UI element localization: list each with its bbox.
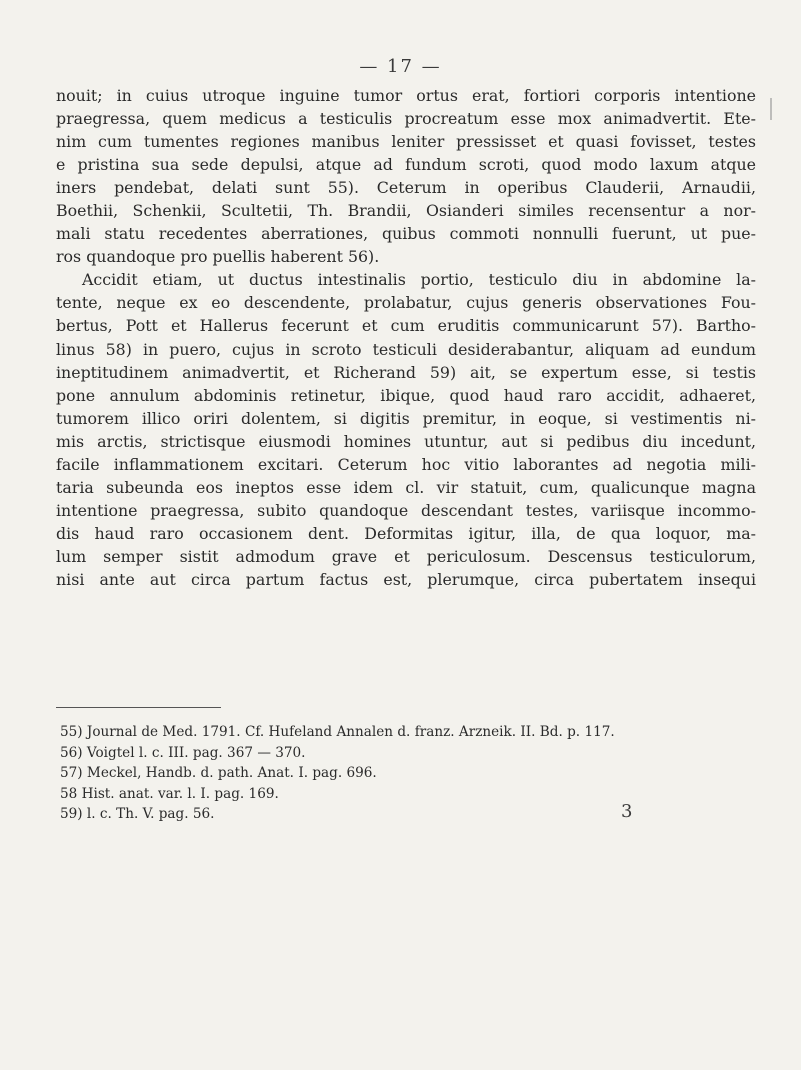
text-line: ineptitudinem animadvertit, et Richerand 59) ait, se expertum esse, si testis [56,362,756,382]
text-line: mali statu recedentes aberrationes, quibus commoti nonnulli fuerunt, ut pue- [56,224,756,244]
footnote: 58 Hist. anat. var. l. I. pag. 169. [60,785,279,802]
footnote: 59) l. c. Th. V. pag. 56. [60,806,215,822]
text-line: dis haud raro occasionem dent. Deformitas igitur, illa, de qua loquor, ma- [56,523,756,543]
text-line: ros quandoque pro puellis haberent 56). [56,247,380,267]
text-line: linus 58) in puero, cujus in scroto testiculi desiderabantur, aliquam ad eundum [56,339,756,359]
text-line: tente, neque ex eo descendente, prolabatur, cujus generis observationes Fou- [56,293,756,313]
footnote: 55) Journal de Med. 1791. Cf. Hufeland Annalen d. franz. Arzneik. II. Bd. p. 117. [60,724,615,740]
text-line: tumorem illico oriri dolentem, si digitis premitur, in eoque, si vestimentis ni- [56,408,756,428]
text-line: Accidit etiam, ut ductus intestinalis portio, testiculo diu in abdomine la- [82,270,756,290]
footnote: 57) Meckel, Handb. d. path. Anat. I. pag. 696. [60,765,377,781]
body-text [56,84,756,591]
text-line: e pristina sua sede depulsi, atque ad fundum scroti, quod modo laxum atque [56,155,756,175]
text-line: mis arctis, strictisque eiusmodi homines utuntur, aut si pedibus diu incedunt, [56,431,756,451]
text-line: bertus, Pott et Hallerus fecerunt et cum eruditis communicarunt 57). Bartho- [56,316,756,336]
text-line: iners pendebat, delati sunt 55). Ceterum in operibus Clauderii, Arnaudii, [56,178,756,198]
footnote: 56) Voigtel l. c. III. pag. 367 — 370. [60,744,306,761]
text-line: praegressa, quem medicus a testiculis procreatum esse mox animadvertit. Ete- [56,109,756,129]
text-line: nisi ante aut circa partum factus est, plerumque, circa pubertatem insequi [56,569,756,589]
text-line: nouit; in cuius utroque inguine tumor ortus erat, fortiori corporis intentione [56,86,756,105]
text-line: pone annulum abdominis retinetur, ibique, quod haud raro accidit, adhaeret, [56,385,756,405]
text-line: intentione praegressa, subito quandoque descendant testes, variisque incommo- [56,500,756,520]
text-line: nim cum tumentes regiones manibus leniter pressisset et quasi fovisset, testes [56,132,756,152]
text-line: Boethii, Schenkii, Scultetii, Th. Brandii, Osianderi similes recensentur a nor- [56,201,756,221]
signature-mark: 3 [621,801,633,822]
text-line: taria subeunda eos ineptos esse idem cl. vir statuit, cum, qualicunque magna [56,477,756,497]
footnotes [60,722,740,825]
margin-mark [770,98,772,120]
footnote-divider [56,707,221,708]
page-number-header: — 17 — [359,56,442,77]
text-line: lum semper sistit admodum grave et periculosum. Descensus testiculorum, [56,546,756,566]
text-line: facile inflammationem excitari. Ceterum hoc vitio laborantes ad negotia mili- [56,454,756,474]
